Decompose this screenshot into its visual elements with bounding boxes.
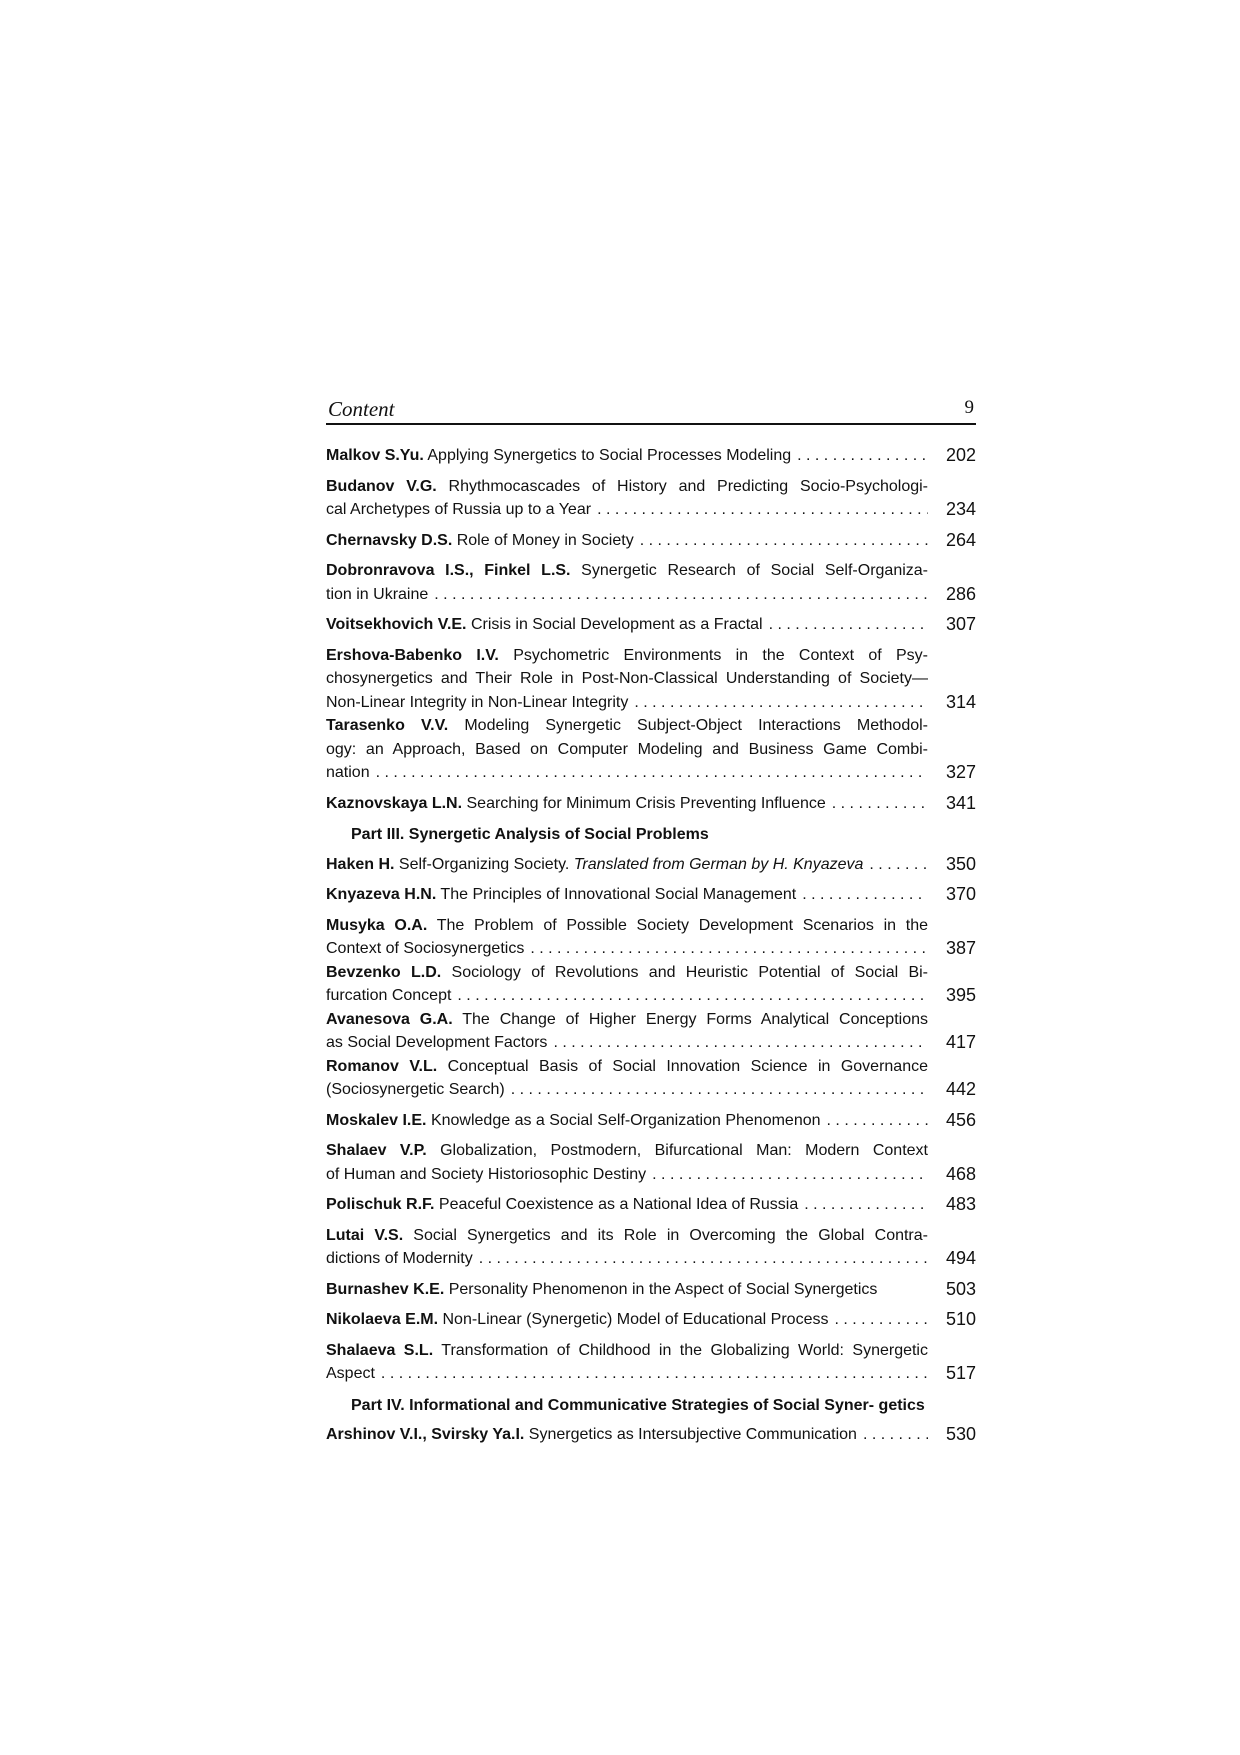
toc-title-tail: tion in Ukraine (326, 585, 429, 603)
toc-title-tail: of Human and Society Historiosophic Destiny (326, 1165, 647, 1183)
toc-title-tail: Malkov S.Yu. Applying Synergetics to Social Processes Modeling (326, 447, 792, 464)
toc-author: Ershova-Babenko I.V. (326, 646, 499, 664)
toc-page-number: 503 (945, 1278, 976, 1299)
toc-title-line: The Change of Higher Energy Forms Analytical Conceptions (452, 1010, 928, 1028)
toc-page-number: 202 (945, 445, 976, 465)
toc-page-number: 341 (945, 792, 976, 813)
toc-page-number: 327 (945, 762, 976, 782)
toc-entry[interactable] (326, 444, 976, 468)
dot-leader (828, 1308, 928, 1332)
part-heading (326, 823, 976, 847)
toc-title-line: The Problem of Possible Society Development Scenarios in the (427, 916, 928, 934)
dot-leader (451, 984, 928, 1008)
part-heading (326, 1394, 976, 1418)
toc-entry[interactable] (326, 961, 976, 1008)
toc-entry-text (326, 1224, 928, 1271)
toc-title-tail: Knyazeva H.N. The Principles of Innovational Social Management (326, 886, 797, 903)
toc-title-tail: cal Archetypes of Russia up to a Year (326, 501, 592, 518)
toc-author: Knyazeva H.N. (326, 886, 437, 903)
part-label: Part IV. (351, 1396, 410, 1414)
toc-author: Shalaev V.P. (326, 1142, 427, 1159)
toc-entry-text (326, 1008, 928, 1055)
toc-entry-text (326, 853, 928, 877)
toc-title-tail: Non-Linear Integrity in Non-Linear Integrity (326, 693, 629, 711)
toc-title-lines (326, 475, 928, 499)
toc-page-number: 483 (945, 1194, 976, 1214)
table-of-contents (326, 444, 976, 1447)
toc-author: Bevzenko L.D. (326, 963, 442, 981)
toc-entry[interactable] (326, 529, 976, 553)
part-title: Informational and Communicative Strategies of Social Syner- getics (409, 1396, 925, 1414)
toc-title-tail: Arshinov V.I., Svirsky Ya.I. Synergetics as Intersubjective Communication (326, 1426, 857, 1443)
toc-author: Arshinov V.I., Svirsky Ya.I. (326, 1426, 525, 1443)
toc-entry[interactable] (326, 475, 976, 522)
toc-title-lines (326, 1224, 928, 1248)
toc-title-line: ogy: an Approach, Based on Computer Modeling and Business Game Combi- (326, 740, 928, 758)
toc-title-tail: Nikolaeva E.M. Non-Linear (Synergetic) Model of Educational Process (326, 1311, 829, 1328)
toc-title-line: Globalization, Postmodern, Bifurcational Man: Modern Context (426, 1142, 928, 1159)
toc-title-line: Social Synergetics and its Role in Overcoming the Global Contra- (403, 1226, 928, 1244)
toc-entry[interactable] (326, 914, 976, 961)
toc-author: Romanov V.L. (326, 1057, 438, 1075)
toc-title-line: Conceptual Basis of Social Innovation Science in Governance (437, 1057, 928, 1075)
toc-entry[interactable] (326, 853, 976, 877)
toc-title-tail: Aspect (326, 1365, 375, 1382)
toc-author: Budanov V.G. (326, 477, 437, 495)
running-header (326, 397, 976, 425)
part-title: Synergetic Analysis of Social Problems (408, 826, 709, 843)
toc-entry[interactable] (326, 1193, 976, 1217)
toc-entry[interactable] (326, 559, 976, 606)
toc-page-number: 264 (945, 529, 976, 550)
dot-leader (634, 529, 928, 553)
toc-page-number: 417 (945, 1032, 976, 1052)
toc-author: Malkov S.Yu. (326, 447, 424, 464)
toc-entry-text (326, 613, 928, 637)
toc-entry[interactable] (326, 1224, 976, 1271)
running-header-title: Content (328, 397, 395, 421)
toc-title-lines (326, 1339, 928, 1363)
toc-author: Burnashev K.E. (326, 1280, 445, 1298)
toc-author: Chernavsky D.S. (326, 531, 453, 549)
toc-page-number: 468 (945, 1163, 976, 1184)
toc-title-lines (326, 644, 928, 691)
toc-page-number: 387 (945, 938, 976, 958)
toc-title-tail: dictions of Modernity (326, 1250, 473, 1267)
part-label: Part III. (351, 826, 409, 843)
toc-entry[interactable] (326, 1423, 976, 1447)
toc-entry-text (326, 1308, 928, 1332)
toc-author: Nikolaeva E.M. (326, 1311, 439, 1328)
toc-title-line: Synergetic Research of Social Self-Organiza- (570, 562, 928, 579)
toc-title-lines (326, 961, 928, 985)
toc-title-tail: Voitsekhovich V.E. Crisis in Social Development as a Fractal (326, 616, 763, 633)
toc-entry-text (326, 529, 928, 553)
toc-title-tail: Burnashev K.E. Personality Phenomenon in the Aspect of Social Synergetics (326, 1280, 878, 1298)
toc-translator-note: Translated from German by H. Knyazeva (569, 855, 864, 873)
toc-author: Polischuk R.F. (326, 1196, 435, 1213)
dot-leader (798, 1193, 928, 1217)
toc-entry-text (326, 1139, 928, 1186)
toc-entry-text (326, 444, 928, 468)
toc-entry[interactable] (326, 1139, 976, 1186)
toc-title-line: Modeling Synergetic Subject-Object Interactions Methodol- (448, 717, 928, 734)
dot-leader (863, 853, 928, 877)
toc-page-number: 494 (945, 1248, 976, 1268)
dot-leader (821, 1109, 928, 1133)
toc-entry-text (326, 644, 928, 715)
toc-title-tail: Polischuk R.F. Peaceful Coexistence as a National Idea of Russia (326, 1196, 799, 1213)
toc-author: Shalaeva S.L. (326, 1341, 434, 1359)
toc-author: Avanesova G.A. (326, 1010, 453, 1028)
dot-leader (646, 1163, 928, 1187)
toc-entry[interactable] (326, 1308, 976, 1332)
toc-author: Voitsekhovich V.E. (326, 616, 467, 633)
dot-leader (857, 1423, 928, 1447)
toc-title-lines (326, 559, 928, 583)
page-number: 9 (964, 397, 974, 418)
toc-entry[interactable] (326, 883, 976, 907)
dot-leader (628, 691, 928, 715)
toc-title-tail: (Sociosynergetic Search) (326, 1081, 505, 1098)
dot-leader (375, 1362, 928, 1386)
toc-entry-text (326, 914, 928, 961)
dot-leader (826, 792, 928, 816)
toc-title-tail: nation (326, 764, 370, 781)
toc-page-number: 530 (945, 1424, 976, 1444)
toc-author: Musyka O.A. (326, 916, 428, 934)
toc-page-number: 350 (945, 853, 976, 874)
dot-leader (524, 937, 928, 961)
toc-page-number: 234 (945, 499, 976, 519)
toc-entry[interactable] (326, 1109, 976, 1133)
toc-entry[interactable] (326, 714, 976, 785)
dot-leader (505, 1078, 928, 1102)
dot-leader (791, 444, 928, 468)
toc-title-lines (326, 914, 928, 938)
toc-page-number: 307 (945, 614, 976, 634)
toc-page-number: 510 (945, 1309, 976, 1329)
toc-title-tail: Chernavsky D.S. Role of Money in Society (326, 531, 634, 549)
dot-leader (547, 1031, 928, 1055)
toc-author: Lutai V.S. (326, 1226, 404, 1244)
toc-author: Moskalev I.E. (326, 1111, 427, 1129)
toc-page-number: 370 (945, 884, 976, 904)
toc-entry-text (326, 1193, 928, 1217)
toc-title-line: chosynergetics and Their Role in Post-Non-Classical Understanding of Society— (326, 670, 928, 687)
toc-entry-text (326, 475, 928, 522)
toc-page-number: 395 (945, 985, 976, 1005)
toc-title-tail: Context of Sociosynergetics (326, 940, 525, 957)
dot-leader (763, 613, 928, 637)
toc-title-line: Rhythmocascades of History and Predicting Socio-Psychologi- (436, 477, 928, 495)
toc-entry-text (326, 1278, 928, 1302)
toc-entry[interactable] (326, 613, 976, 637)
toc-page-number: 286 (945, 583, 976, 604)
toc-entry-text (326, 1109, 928, 1133)
toc-title-line: Psychometric Environments in the Context of Psy- (498, 646, 928, 664)
dot-leader (473, 1247, 928, 1271)
toc-entry[interactable] (326, 1055, 976, 1102)
toc-page-number: 442 (945, 1079, 976, 1099)
dot-leader (796, 883, 928, 907)
toc-title-lines (326, 1055, 928, 1079)
toc-entry[interactable] (326, 1278, 976, 1302)
toc-page-number: 456 (945, 1109, 976, 1130)
toc-entry[interactable] (326, 1008, 976, 1055)
toc-title-tail: Haken H. Self-Organizing Society. Translated from German by H. Knyazeva (326, 855, 864, 873)
dot-leader (370, 761, 928, 785)
toc-entry-text (326, 1339, 928, 1386)
toc-entry[interactable] (326, 1339, 976, 1386)
toc-author: Tarasenko V.V. (326, 717, 449, 734)
toc-entry-text (326, 714, 928, 785)
toc-page-number: 314 (945, 691, 976, 712)
toc-entry-text (326, 792, 928, 816)
toc-entry-text (326, 1055, 928, 1102)
toc-author: Haken H. (326, 855, 395, 873)
toc-title-tail: Kaznovskaya L.N. Searching for Minimum Crisis Preventing Influence (326, 794, 826, 812)
toc-page-number: 517 (945, 1363, 976, 1383)
dot-leader (591, 498, 928, 522)
toc-title-tail: Moskalev I.E. Knowledge as a Social Self-Organization Phenomenon (326, 1111, 821, 1129)
toc-entry[interactable] (326, 644, 976, 715)
toc-title-lines (326, 1139, 928, 1163)
toc-entry[interactable] (326, 792, 976, 816)
toc-title-lines (326, 714, 928, 761)
toc-entry-text (326, 559, 928, 606)
toc-entry-text (326, 961, 928, 1008)
toc-title-lines (326, 1008, 928, 1032)
toc-title-line: Sociology of Revolutions and Heuristic Potential of Social Bi- (441, 963, 928, 981)
toc-author: Dobronravova I.S., Finkel L.S. (326, 562, 571, 579)
dot-leader (428, 583, 928, 607)
toc-entry-text (326, 883, 928, 907)
toc-title-tail: as Social Development Factors (326, 1034, 548, 1051)
toc-author: Kaznovskaya L.N. (326, 794, 463, 812)
toc-title-line: Transformation of Childhood in the Globalizing World: Synergetic (433, 1341, 928, 1359)
toc-entry-text (326, 1423, 928, 1447)
toc-title-tail: furcation Concept (326, 987, 452, 1004)
